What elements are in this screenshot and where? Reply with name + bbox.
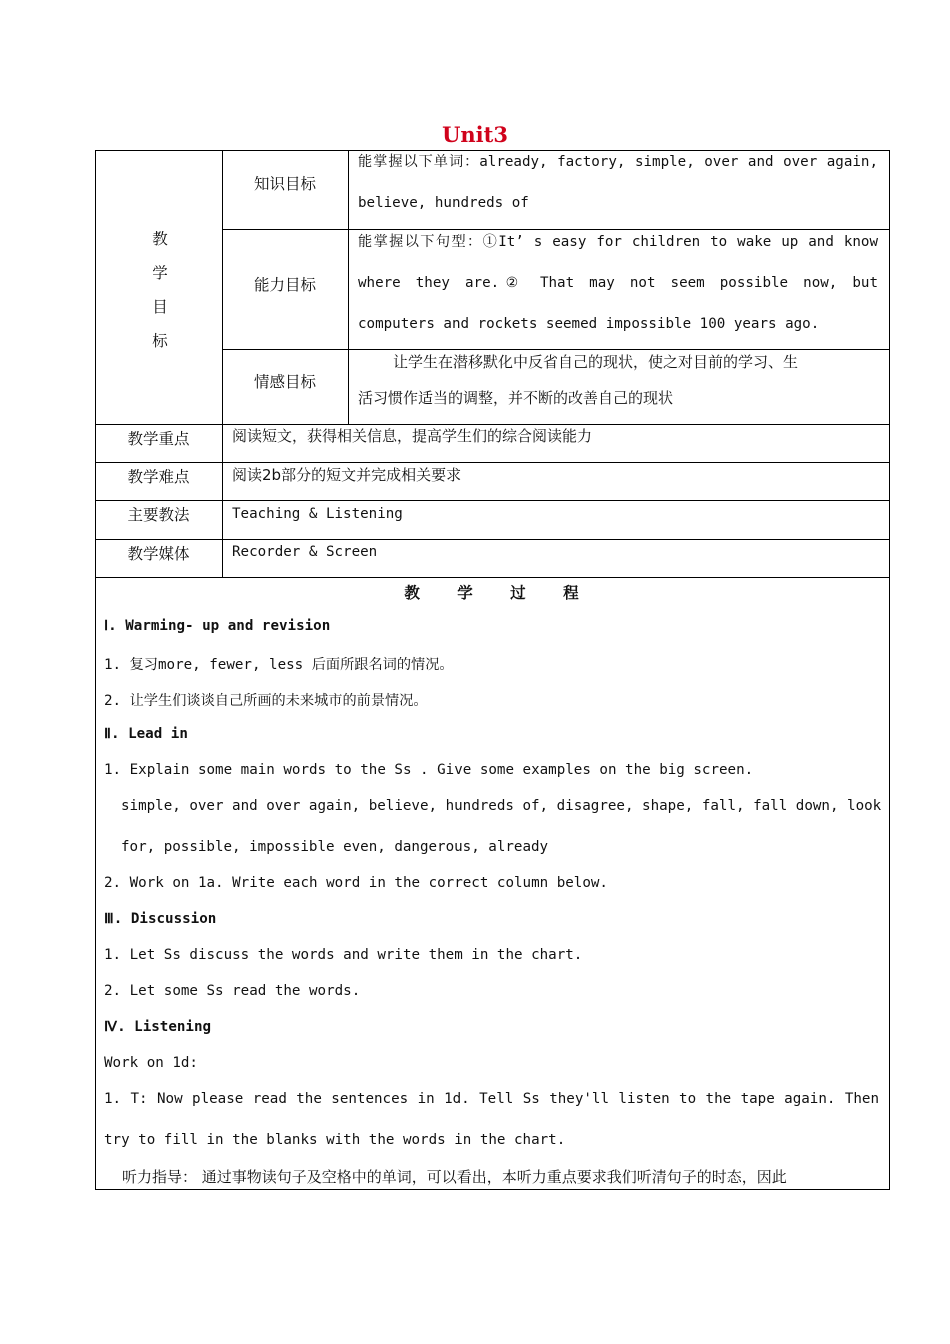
process-item: 1. Let Ss discuss the words and write them in the chart. bbox=[104, 947, 583, 963]
knowledge-objective-text: 能掌握以下单词：already, factory, simple, over and over again, bbox=[358, 154, 878, 170]
process-item: 2. 让学生们谈谈自己所画的未来城市的前景情况。 bbox=[104, 693, 428, 709]
process-heading: 教 学 过 程 bbox=[404, 584, 581, 602]
document-title: Unit3 bbox=[442, 122, 508, 147]
method-label: 主要教法 bbox=[127, 506, 190, 524]
media-label: 教学媒体 bbox=[127, 545, 190, 563]
listening-guide: 听力指导： 通过事物读句子及空格中的单词，可以看出，本听力重点要求我们听清句子的时态，因此 bbox=[122, 1168, 787, 1186]
process-item: 1. Explain some main words to the Ss . Give some examples on the big screen. bbox=[104, 762, 754, 778]
ability-objective-text: where they are.② That may not seem possible now, but bbox=[358, 275, 878, 291]
method-value: Teaching & Listening bbox=[232, 506, 403, 522]
emotion-objective-text: 让学生在潜移默化中反省自己的现状，使之对目前的学习、生 bbox=[393, 353, 799, 371]
key-point-value: 阅读短文，获得相关信息，提高学生们的综合阅读能力 bbox=[232, 427, 593, 445]
section-heading: Ⅲ. Discussion bbox=[104, 911, 217, 927]
ability-objective-text: computers and rockets seemed impossible 100 years ago. bbox=[358, 316, 820, 332]
process-item: 1. 复习more, fewer, less 后面所跟名词的情况。 bbox=[104, 657, 454, 673]
process-item: 2. Let some Ss read the words. bbox=[104, 983, 361, 999]
process-item: 1. T: Now please read the sentences in 1d. Tell Ss they'll listen to the tape again. Then bbox=[104, 1091, 879, 1107]
process-item: try to fill in the blanks with the words in the chart. bbox=[104, 1132, 566, 1148]
emotion-objective-text: 活习惯作适当的调整，并不断的改善自己的现状 bbox=[358, 389, 674, 407]
media-value: Recorder & Screen bbox=[232, 544, 378, 560]
objectives-label-char: 目 bbox=[152, 298, 168, 316]
objectives-label bbox=[140, 222, 180, 358]
knowledge-objective-label: 知识目标 bbox=[253, 175, 316, 193]
knowledge-objective-text: believe, hundreds of bbox=[358, 195, 529, 211]
emotion-objective-label: 情感目标 bbox=[253, 373, 316, 391]
section-heading: Ⅳ. Listening bbox=[104, 1019, 212, 1035]
ability-objective-text: 能掌握以下句型：①It’ s easy for children to wake up and know bbox=[358, 234, 878, 250]
key-point-label: 教学重点 bbox=[127, 430, 190, 448]
difficulty-value: 阅读2b部分的短文并完成相关要求 bbox=[232, 466, 462, 484]
process-item: Work on 1d: bbox=[104, 1055, 198, 1071]
section-heading: Ⅰ. Warming- up and revision bbox=[104, 618, 331, 634]
objectives-label-char: 标 bbox=[152, 332, 168, 350]
process-item: 2. Work on 1a. Write each word in the correct column below. bbox=[104, 875, 608, 891]
objectives-label-char: 学 bbox=[152, 264, 168, 282]
ability-objective-label: 能力目标 bbox=[253, 276, 316, 294]
section-heading: Ⅱ. Lead in bbox=[104, 726, 188, 742]
process-word-list: simple, over and over again, believe, hundreds of, disagree, shape, fall, fall down, look bbox=[121, 798, 882, 814]
objectives-label-char: 教 bbox=[152, 230, 168, 248]
difficulty-label: 教学难点 bbox=[127, 468, 190, 486]
process-word-list: for, possible, impossible even, dangerous, already bbox=[121, 839, 549, 855]
